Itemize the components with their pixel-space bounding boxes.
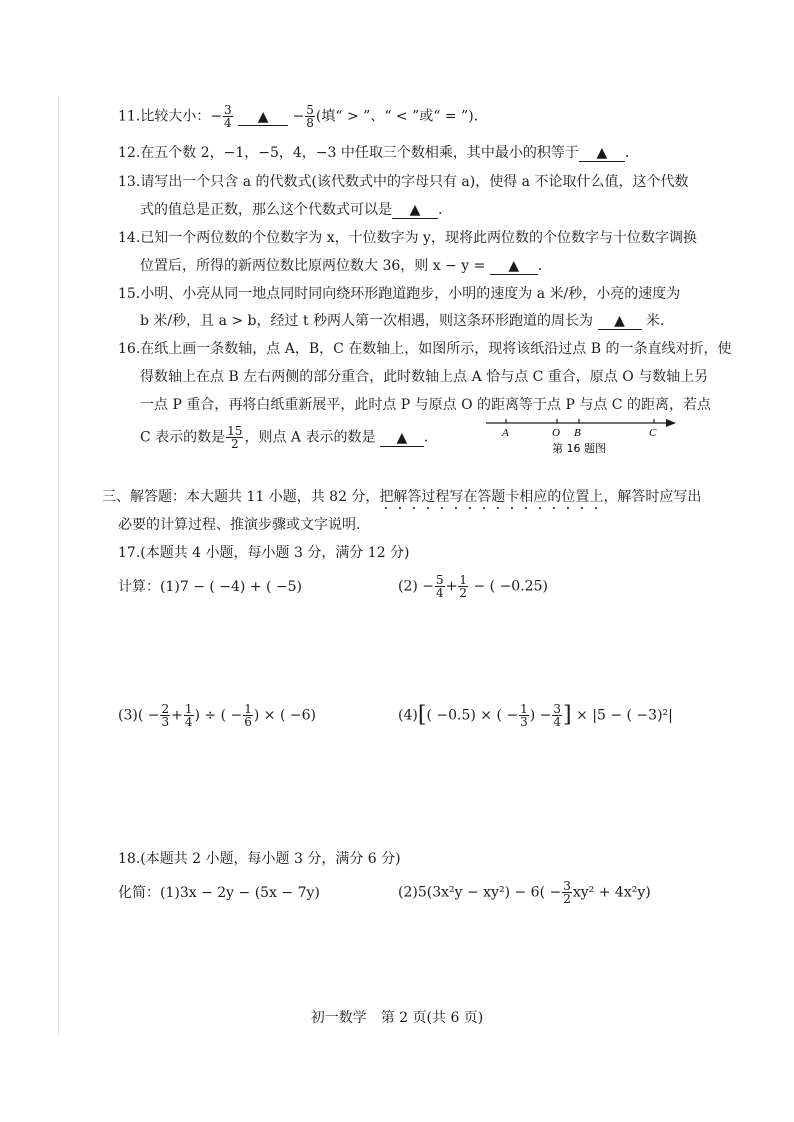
q16-f-num: 15: [227, 424, 243, 438]
q18-p2-end: xy² + 4x²y): [572, 884, 651, 901]
q15-end: 米.: [645, 313, 665, 329]
q11-f1-den: 4: [224, 116, 232, 130]
q15-answer-blank[interactable]: [598, 313, 642, 330]
q17-p2-plus: +: [445, 578, 458, 595]
q17-p3-f2-num: 1: [184, 702, 193, 716]
question-16-line-1: [118, 339, 731, 359]
q14-text-1: 14.已知一个两位数的个位数字为 x，十位数字为 y，现将此两位数的个位数字与十位数字调换: [118, 230, 697, 246]
q17-p3-f2: [184, 703, 194, 728]
q17-p1: 计算：(1)7 − ( −4) + ( −5): [118, 579, 303, 595]
q14-answer-blank[interactable]: [490, 258, 538, 275]
q17-p3-f1: [160, 703, 170, 728]
q11-f2-den: 8: [306, 116, 314, 130]
q17-p3-end: ) × ( −6): [253, 707, 316, 724]
q13-text-2: 式的值总是正数，那么这个代数式可以是: [140, 202, 392, 218]
q17-part-2: [398, 574, 548, 599]
q18-part-2: [398, 880, 651, 905]
q12-end: .: [624, 145, 630, 161]
triangle-icon: ▲: [614, 313, 625, 329]
q17-p2-f2: [458, 574, 468, 599]
q16-text-3: 一点 P 重合，再将白纸重新展平，此时点 P 与原点 O 的距离等于点 P 与点 C 的距离，若点: [140, 397, 711, 413]
q17-p4-text: ( −0.5) × ( −: [426, 707, 519, 724]
q17-p4-left-bracket: [: [417, 702, 427, 728]
q15-text-2: b 米/秒，且 a > b，经过 t 秒两人第一次相遇，则这条环形跑道的周长为: [140, 313, 594, 329]
q17-p2-start: (2) −: [398, 578, 435, 595]
question-14-line-2: [140, 256, 542, 276]
fold-line: [58, 96, 59, 1036]
q17-p2-f1: [435, 574, 445, 599]
q17-p4-f1-num: 1: [520, 702, 528, 716]
q17-p3-f3-den: 6: [244, 715, 252, 729]
section-3-text-2: 必要的计算过程、推演步骤或文字说明.: [118, 517, 361, 533]
q17-p3-start: (3)( −: [118, 707, 160, 724]
q17-p3-plus: +: [171, 707, 183, 724]
q17-p2-f2-den: 2: [459, 586, 468, 600]
section-3-header-line-2: [118, 515, 360, 535]
q17-p3-f1-den: 3: [161, 715, 170, 729]
q17-p4-f1-den: 3: [520, 715, 528, 729]
q16-fraction: [226, 425, 243, 450]
q17-p4-f1: [519, 703, 529, 728]
q17-p3-f3: [243, 703, 253, 728]
q17-part-3: [118, 703, 316, 728]
question-13-line-1: [118, 172, 688, 192]
q16-answer-blank[interactable]: [380, 430, 424, 447]
triangle-icon: ▲: [409, 202, 421, 218]
q17-p4-f2: [552, 703, 562, 728]
q11-answer-blank[interactable]: [238, 109, 288, 126]
q11-f2-num: 5: [306, 103, 314, 117]
q18-head: 18.(本题共 2 小题，每小题 3 分，满分 6 分): [118, 851, 401, 867]
q16-text-4a: C 表示的数是: [140, 429, 226, 446]
question-13-line-2: [140, 200, 442, 220]
triangle-icon: ▲: [596, 145, 608, 161]
q12-answer-blank[interactable]: [579, 145, 625, 162]
q17-p4-end: × |5 − ( −3)²|: [576, 707, 673, 724]
q18-part-1: [118, 883, 320, 903]
q17-p2-end: − ( −0.25): [473, 578, 548, 595]
q17-p4-minus: ) −: [529, 707, 552, 724]
q11-fraction-2: [305, 104, 315, 129]
q11-f1-num: 3: [224, 103, 232, 117]
page-footer: [0, 1008, 794, 1028]
q18-p2-f-den: 2: [563, 892, 571, 906]
footer-text: 初一数学 第 2 页(共 6 页): [310, 1010, 484, 1026]
q11-minus-2: −: [292, 108, 305, 125]
q15-text-1: 15.小明、小亮从同一地点同时同向绕环形跑道跑步，小明的速度为 a 米/秒，小亮的速度为: [118, 286, 681, 302]
q11-number: 11.: [118, 108, 141, 125]
q13-text-1: 13.请写出一个只含 a 的代数式(该代数式中的字母只有 a)，使得 a 不论取什么值，这个代数: [118, 174, 689, 190]
q11-fraction-1: [223, 104, 233, 129]
question-12: [118, 143, 629, 163]
number-line-figure: [482, 412, 680, 460]
label-c: C: [649, 427, 657, 439]
section-3-header-line-1: [102, 487, 701, 513]
question-14-line-1: [118, 228, 697, 248]
q17-p2-f2-num: 1: [459, 573, 468, 587]
question-15-line-1: [118, 284, 680, 304]
question-16-line-4: [140, 425, 428, 450]
q17-p4-start: (4): [398, 707, 418, 724]
triangle-icon: ▲: [396, 429, 408, 446]
triangle-icon: ▲: [257, 108, 269, 125]
q18-p2-f-num: 3: [563, 879, 571, 893]
q17-part-4: [398, 703, 673, 728]
q16-text-1: 16.在纸上画一条数轴，点 A，B，C 在数轴上，如图所示，现将该纸沿过点 B 的一条直线对折，使: [118, 341, 732, 357]
figure-caption: 第 16 题图: [552, 442, 606, 455]
q12-text: 12.在五个数 2，−1，−5，4，−3 中任取三个数相乘，其中最小的积等于: [118, 145, 579, 161]
q17-head: 17.(本题共 4 小题，每小题 3 分，满分 12 分): [118, 545, 410, 561]
q17-p3-f2-den: 4: [184, 715, 193, 729]
label-o: O: [552, 427, 560, 439]
section-3-emphasis: 把解答过程写在答题卡相应的位置上: [379, 489, 604, 505]
question-17-header: [118, 543, 410, 563]
question-18-header: [118, 849, 401, 869]
label-b: B: [574, 427, 581, 439]
axis-arrow-icon: [666, 419, 676, 427]
question-15-line-2: [140, 311, 664, 331]
q11-minus-1: −: [210, 108, 222, 125]
q17-part-1: [118, 577, 302, 597]
question-16-line-2: [140, 367, 708, 387]
q18-p1: 化简：(1)3x − 2y − (5x − 7y): [118, 885, 320, 901]
q18-p2-frac: [562, 880, 572, 905]
q17-p4-right-bracket: ]: [563, 702, 572, 728]
q16-text-4b: ，则点 A 表示的数是: [244, 429, 376, 446]
q16-end: .: [423, 429, 429, 446]
q16-f-den: 2: [230, 437, 239, 451]
q17-p3-f1-num: 2: [161, 702, 170, 716]
q17-p3-mid: ) ÷ ( −: [194, 707, 243, 724]
q14-text-2: 位置后，所得的新两位数比原两位数大 36，则 x − y =: [140, 258, 486, 274]
q17-p3-f3-num: 1: [244, 702, 252, 716]
section-3-suffix: ，解答时应写出: [603, 489, 702, 505]
q16-text-2: 得数轴上在点 B 左右两侧的部分重合，此时数轴上点 A 恰与点 C 重合，原点 O 与数轴上另: [140, 369, 709, 385]
q17-p4-f2-den: 4: [553, 715, 562, 729]
q17-p2-f1-den: 4: [436, 586, 444, 600]
q14-end: .: [537, 258, 543, 274]
question-11: [118, 104, 478, 129]
q17-p2-f1-num: 5: [436, 573, 444, 587]
q11-hint: (填“ > ”、“ < ”或“ = ”).: [315, 108, 479, 125]
section-3-prefix: 三、解答题：本大题共 11 小题，共 82 分，: [102, 489, 380, 505]
label-a: A: [502, 427, 509, 439]
q13-answer-blank[interactable]: [392, 202, 438, 219]
q11-text: 比较大小：: [140, 108, 211, 125]
triangle-icon: ▲: [508, 258, 520, 274]
q17-p4-f2-num: 3: [553, 702, 562, 716]
q18-p2-start: (2)5(3x²y − xy²) − 6( −: [398, 884, 562, 901]
q13-end: .: [438, 202, 443, 218]
